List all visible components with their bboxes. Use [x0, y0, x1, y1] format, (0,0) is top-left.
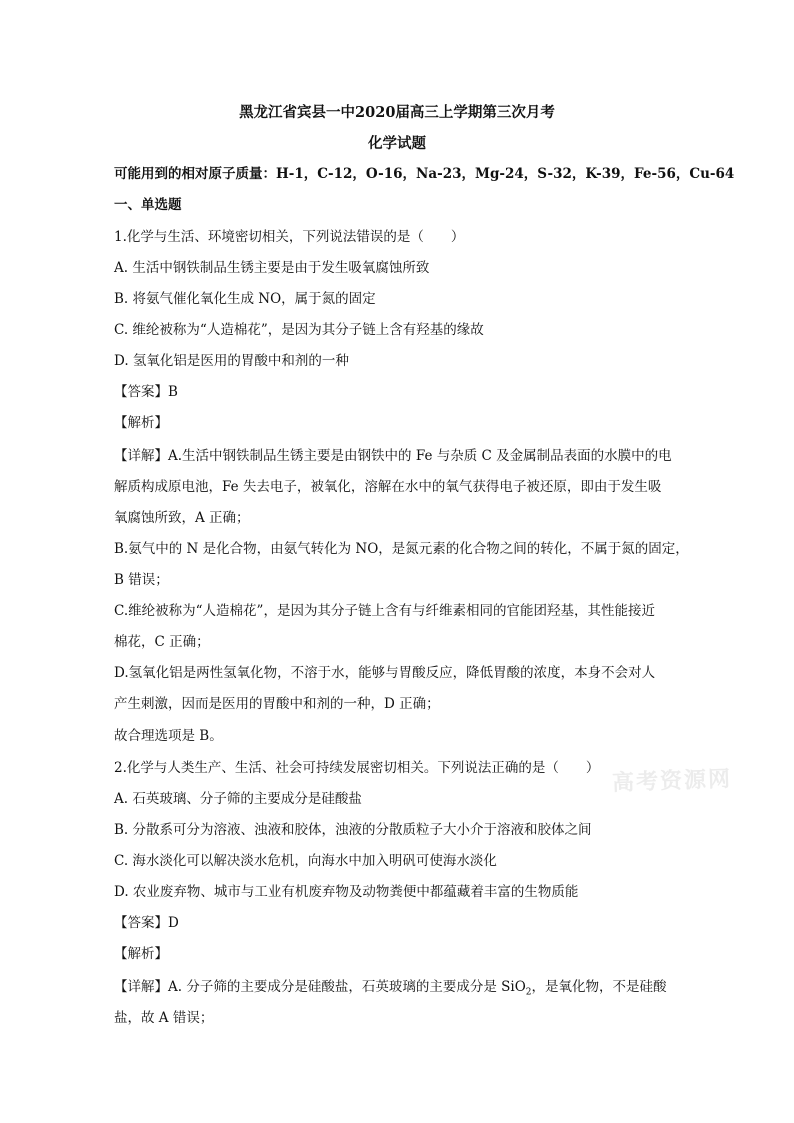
question-1-stem: 1.化学与生活、环境密切相关，下列说法错误的是（ ） [114, 229, 465, 245]
question-1-answer: 【答案】B [114, 384, 178, 400]
question-1-detail-line: B 错误； [114, 572, 169, 588]
question-1-detail-line: 氧腐蚀所致，A 正确； [114, 510, 250, 526]
question-2-option-a: A. 石英玻璃、分子筛的主要成分是硅酸盐 [114, 791, 362, 807]
question-1-option-d: D. 氢氧化铝是医用的胃酸中和剂的一种 [114, 353, 349, 369]
question-2-detail-text: 【详解】A. 分子筛的主要成分是硅酸盐，石英玻璃的主要成分是 SiO [114, 979, 526, 995]
question-1-detail-line: C.维纶被称为“人造棉花”，是因为其分子链上含有与纤维素相同的官能团羟基，其性能接近 [114, 603, 655, 619]
question-1-option-b: B. 将氨气催化氧化生成 NO，属于氮的固定 [114, 291, 376, 307]
question-2-option-c: C. 海水淡化可以解决淡水危机，向海水中加入明矾可使海水淡化 [114, 853, 497, 869]
question-1-detail-line: 解质构成原电池，Fe 失去电子，被氧化，溶解在水中的氧气获得电子被还原，即由于发生吸 [114, 479, 662, 495]
question-1-detail-line: 棉花，C 正确； [114, 634, 210, 650]
question-2-option-d: D. 农业废弃物、城市与工业有机废弃物及动物粪便中都蕴藏着丰富的生物质能 [114, 884, 579, 900]
question-2-detail-text: ，是氧化物，不是硅酸 [531, 979, 667, 995]
question-1-detail-line: D.氢氧化铝是两性氢氧化物，不溶于水，能够与胃酸反应，降低胃酸的浓度，本身不会对人 [114, 665, 656, 681]
question-1-option-a: A. 生活中钢铁制品生锈主要是由于发生吸氧腐蚀所致 [114, 260, 430, 276]
question-1-conclusion: 故合理选项是 B。 [114, 728, 223, 744]
question-2-analysis-label: 【解析】 [114, 946, 168, 962]
section-heading: 一、单选题 [114, 197, 182, 213]
question-1-detail-line: 【详解】A.生活中钢铁制品生锈主要是由钢铁中的 Fe 与杂质 C 及金属制品表面的水膜中的电 [114, 448, 672, 464]
question-2-detail-line [114, 977, 667, 1003]
document-title: 黑龙江省宾县一中2020届高三上学期第三次月考 [239, 104, 555, 121]
question-2-detail-line: 盐，故 A 错误； [114, 1010, 214, 1026]
question-2-answer: 【答案】D [114, 915, 179, 931]
question-2-stem: 2.化学与人类生产、生活、社会可持续发展密切相关。下列说法正确的是（ ） [114, 760, 600, 776]
question-1-detail-line: B.氨气中的 N 是化合物，由氨气转化为 NO，是氮元素的化合物之间的转化，不属于氮的固定， [114, 541, 689, 557]
question-1-option-c: C. 维纶被称为“人造棉花”，是因为其分子链上含有羟基的缘故 [114, 322, 484, 338]
question-1-detail-line: 产生刺激，因而是医用的胃酸中和剂的一种，D 正确； [114, 696, 440, 712]
atomic-masses-line: 可能用到的相对原子质量：H-1，C-12，O-16，Na-23，Mg-24，S-32，K-39，Fe-56，Cu-64 [114, 166, 735, 182]
document-subtitle: 化学试题 [368, 135, 426, 152]
question-2-option-b: B. 分散系可分为溶液、浊液和胶体，浊液的分散质粒子大小介于溶液和胶体之间 [114, 822, 592, 838]
question-1-analysis-label: 【解析】 [114, 415, 168, 431]
subscript: 2 [525, 987, 532, 998]
watermark: 高考资源网 [611, 765, 733, 797]
